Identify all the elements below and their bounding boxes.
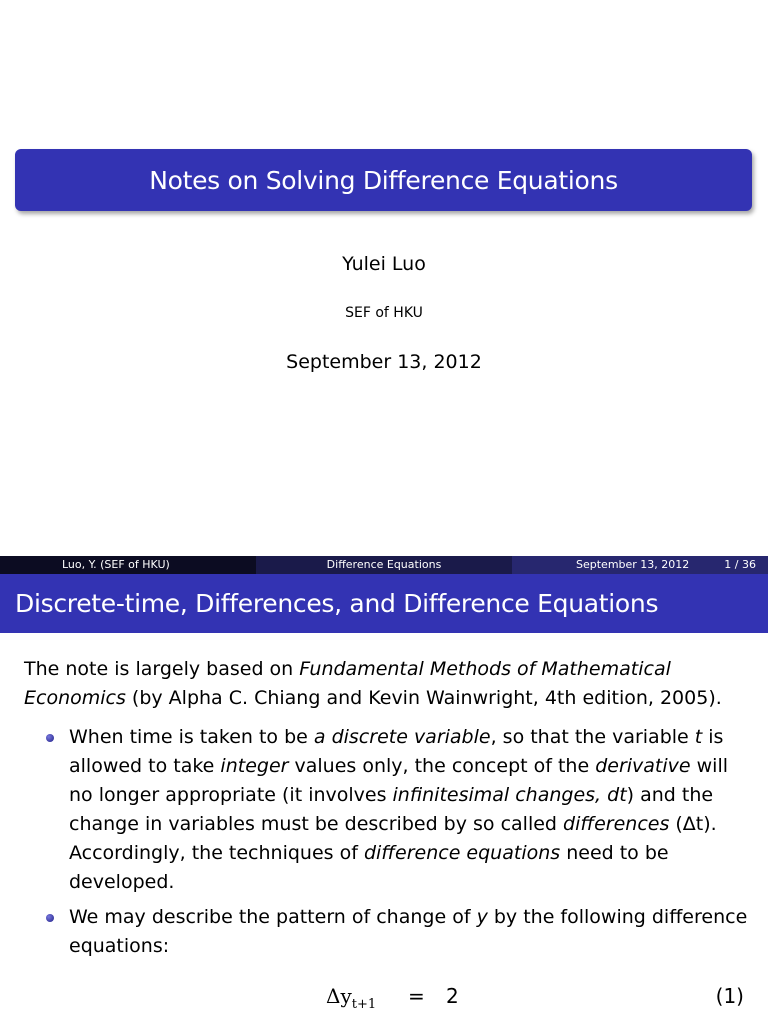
emphasis: infinitesimal changes, dt — [392, 784, 627, 806]
bullet-icon — [46, 914, 54, 922]
emphasis: difference equations — [363, 842, 561, 864]
presentation-title: Notes on Solving Difference Equations — [149, 165, 618, 195]
author-name: Yulei Luo — [342, 253, 426, 275]
text-span: When time is taken to be — [69, 726, 314, 748]
text-span: is allowed to take — [69, 726, 724, 777]
emphasis: derivative — [595, 755, 691, 777]
page-number: 1 / 36 — [724, 558, 756, 571]
math-var: t — [694, 726, 703, 748]
equation-lhs-base: Δy — [326, 984, 352, 1008]
bullet-list — [24, 723, 754, 961]
text-span: need to be developed. — [69, 842, 669, 893]
text-span: values only, the concept of the — [288, 755, 596, 777]
text-span: ) and the change in variables must be described by so called — [69, 784, 714, 835]
footline-title: Difference Equations — [256, 556, 512, 574]
text-span: by the following difference equations: — [69, 906, 748, 957]
intro-text-2: (by Alpha C. Chiang and Kevin Wainwright, 4th edition, 2005). — [125, 687, 722, 709]
text-span: will no longer appropriate (it involves — [69, 755, 729, 806]
equation-rhs: 2 — [446, 984, 459, 1008]
book-title: Fundamental Methods of Mathematical Economics — [24, 658, 671, 709]
emphasis: integer — [220, 755, 289, 777]
text-span: , so that the variable — [490, 726, 695, 748]
list-item — [24, 723, 754, 897]
footline — [0, 556, 768, 574]
slide-content — [24, 655, 754, 967]
equation-relation: = — [408, 984, 425, 1008]
intro-paragraph — [24, 655, 754, 713]
title-box — [15, 149, 752, 211]
institute: SEF of HKU — [345, 305, 423, 321]
text-span: We may describe the pattern of change of — [69, 906, 477, 928]
bullet-icon — [46, 734, 54, 742]
math-var: y — [476, 906, 488, 928]
frame-title: Discrete-time, Differences, and Difference Equations — [0, 574, 768, 633]
text-span: (Δt). Accordingly, the techniques of — [69, 813, 717, 864]
equation-number: (1) — [715, 984, 744, 1008]
footline-date: September 13, 2012 — [576, 558, 690, 571]
footline-right — [512, 556, 768, 574]
presentation-date: September 13, 2012 — [286, 351, 482, 373]
footline-author: Luo, Y. (SEF of HKU) — [0, 556, 256, 574]
equation-lhs — [326, 984, 376, 1012]
emphasis: differences — [563, 813, 670, 835]
equation-lhs-subscript: t+1 — [351, 997, 377, 1012]
intro-text-1: The note is largely based on — [24, 658, 300, 680]
list-item — [24, 903, 754, 961]
equation-1 — [0, 984, 768, 1014]
emphasis: a discrete variable — [313, 726, 491, 748]
